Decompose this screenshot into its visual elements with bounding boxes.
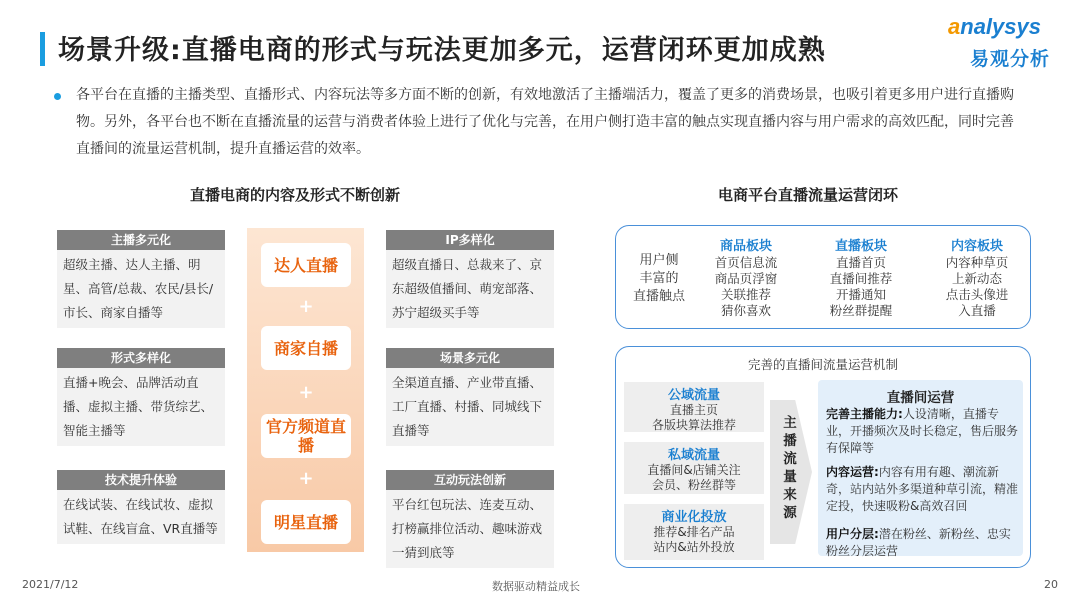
column-line: 关联推荐: [720, 287, 771, 302]
footer-slogan: 数据驱动精益成长: [492, 580, 580, 593]
plus-icon: +: [298, 296, 314, 317]
live-type-celebrity: 明星直播: [261, 500, 351, 544]
title-accent-bar: [40, 32, 45, 66]
analysys-logo: [948, 14, 1068, 72]
live-room-ops-title: 直播间运营: [886, 390, 955, 406]
logo-initial: a: [948, 14, 961, 39]
ops-item-text: 内容有用有趣、潮流新奇，站内站外多渠道种草引流，精准定投，快速吸粉&高效召回: [826, 465, 1019, 513]
mechanism-title: 完善的直播间流量运营机制: [747, 357, 898, 372]
column-line: 首页信息流: [714, 255, 778, 270]
ops-item-label: 完善主播能力:: [826, 407, 903, 421]
source-line: 直播主页: [669, 403, 718, 417]
traffic-source-char: 播: [783, 433, 797, 449]
card-format-diversity: [57, 348, 225, 446]
traffic-source-char: 源: [783, 505, 797, 521]
column-line: 开播通知: [835, 287, 886, 302]
column-line: 粉丝群提醒: [829, 303, 893, 318]
right-section-heading: 电商平台直播流量运营闭环: [718, 186, 899, 204]
card-body: 平台红包玩法、连麦互动、打榜赢排位活动、趣味游戏一猜到底等: [392, 497, 543, 560]
column-title: 直播板块: [834, 239, 887, 254]
card-title: 技术提升体验: [57, 470, 225, 490]
column-line: 直播间推荐: [829, 271, 893, 286]
source-line: 直播间&店铺关注: [647, 463, 741, 477]
column-line: 点击头像进: [945, 287, 1009, 302]
ops-item-content: [826, 464, 1018, 515]
ops-item-text: 潜在粉丝、新粉丝、忠实粉丝分层运营: [826, 527, 1011, 558]
card-body: 在线试装、在线试妆、虚拟试鞋、在线盲盒、VR直播等: [63, 497, 218, 536]
card-body: 直播+晚会、品牌活动直播、虚拟主播、带货综艺、智能主播等: [63, 375, 214, 438]
intro-paragraph: 各平台在直播的主播类型、直播形式、内容玩法等多方面不断的创新，有效地激活了主播端活力，覆盖了更多的消费场景，也吸引着更多用户进行直播购物。另外，各平台也不断在直播流量的运营与消费者体验上进行了优化与完善，在用户侧打造丰富的触点实现直播内容与用户需求的高效匹配，同时完善直播间的流量运营机制，提升直播运营的效率。: [76, 87, 1014, 157]
column-line: 上新动态: [951, 271, 1002, 286]
touchpoints-label: [626, 252, 692, 306]
column-line: 入直播: [958, 303, 996, 318]
source-commercial: [624, 504, 764, 560]
traffic-source-char: 量: [783, 469, 797, 485]
plus-icon: +: [298, 382, 314, 403]
card-title: 形式多样化: [57, 348, 225, 368]
source-line: 站内&站外投放: [653, 540, 735, 554]
traffic-source-label: [780, 414, 800, 522]
source-title: 私域流量: [667, 448, 720, 463]
column-title: 内容板块: [950, 239, 1003, 254]
traffic-source-char: 流: [783, 451, 797, 467]
logo-text-cn: 易观分析: [970, 48, 1051, 70]
source-private: [624, 442, 764, 494]
card-title: 主播多元化: [57, 230, 225, 250]
card-body: 超级直播日、总裁来了、京东超级值播间、萌宠部落、苏宁超级买手等: [392, 257, 543, 320]
footer-date: 2021/7/12: [22, 578, 79, 591]
live-type-influencer: 达人直播: [261, 243, 351, 287]
traffic-source-char: 来: [783, 487, 797, 503]
column-line: 直播首页: [835, 255, 886, 270]
plus-icon: +: [298, 468, 314, 489]
ops-item-users: [826, 526, 1018, 560]
touchpoints-label-line: 用户侧: [639, 253, 679, 268]
card-body: 超级主播、达人主播、明星、高管/总裁、农民/县长/市长、商家自播等: [63, 257, 214, 320]
card-scene-diversity: [386, 348, 554, 446]
column-line: 内容种草页: [945, 255, 1009, 270]
left-section-heading: 直播电商的内容及形式不断创新: [190, 186, 401, 204]
ops-item-label: 用户分层:: [826, 527, 879, 541]
card-title: IP多样化: [386, 230, 554, 250]
ops-item-anchor: [826, 406, 1018, 457]
source-line: 会员、粉丝群等: [651, 478, 736, 492]
page-number: 20: [1044, 578, 1058, 591]
traffic-source-char: 主: [783, 415, 797, 431]
card-ip-diversity: [386, 230, 554, 328]
live-type-official: 官方频道直播: [261, 414, 351, 458]
card-interaction-innovation: [386, 470, 554, 568]
card-title: 互动玩法创新: [386, 470, 554, 490]
live-type-merchant: 商家自播: [261, 326, 351, 370]
page-title: 场景升级:直播电商的形式与玩法更加多元，运营闭环更加成熟: [58, 35, 826, 66]
column-line: 猜你喜欢: [720, 303, 771, 318]
ops-item-text: 人设清晰，直播专业，开播频次及时长稳定，售后服务有保障等: [826, 407, 1019, 455]
touchpoint-column-content: [934, 239, 1020, 319]
column-title: 商品板块: [719, 239, 772, 254]
touchpoint-column-live: [818, 239, 904, 319]
card-anchor-diversity: [57, 230, 225, 328]
source-title: 公域流量: [667, 388, 720, 403]
touchpoints-label-line: 丰富的: [639, 271, 679, 286]
source-public: [624, 382, 764, 432]
column-line: 商品页浮窗: [714, 271, 778, 286]
card-tech-experience: [57, 470, 225, 544]
ops-item-label: 内容运营:: [826, 465, 879, 479]
card-body: 全渠道直播、产业带直播、工厂直播、村播、同城线下直播等: [392, 375, 543, 438]
bullet-icon: [54, 93, 61, 100]
touchpoint-column-goods: [704, 239, 788, 319]
touchpoints-label-line: 直播触点: [632, 289, 685, 304]
source-line: 各版块算法推荐: [651, 418, 736, 432]
logo-text-en: nalysys: [960, 14, 1041, 39]
source-title: 商业化投放: [661, 510, 727, 525]
card-title: 场景多元化: [386, 348, 554, 368]
source-line: 推荐&排名产品: [653, 525, 735, 539]
